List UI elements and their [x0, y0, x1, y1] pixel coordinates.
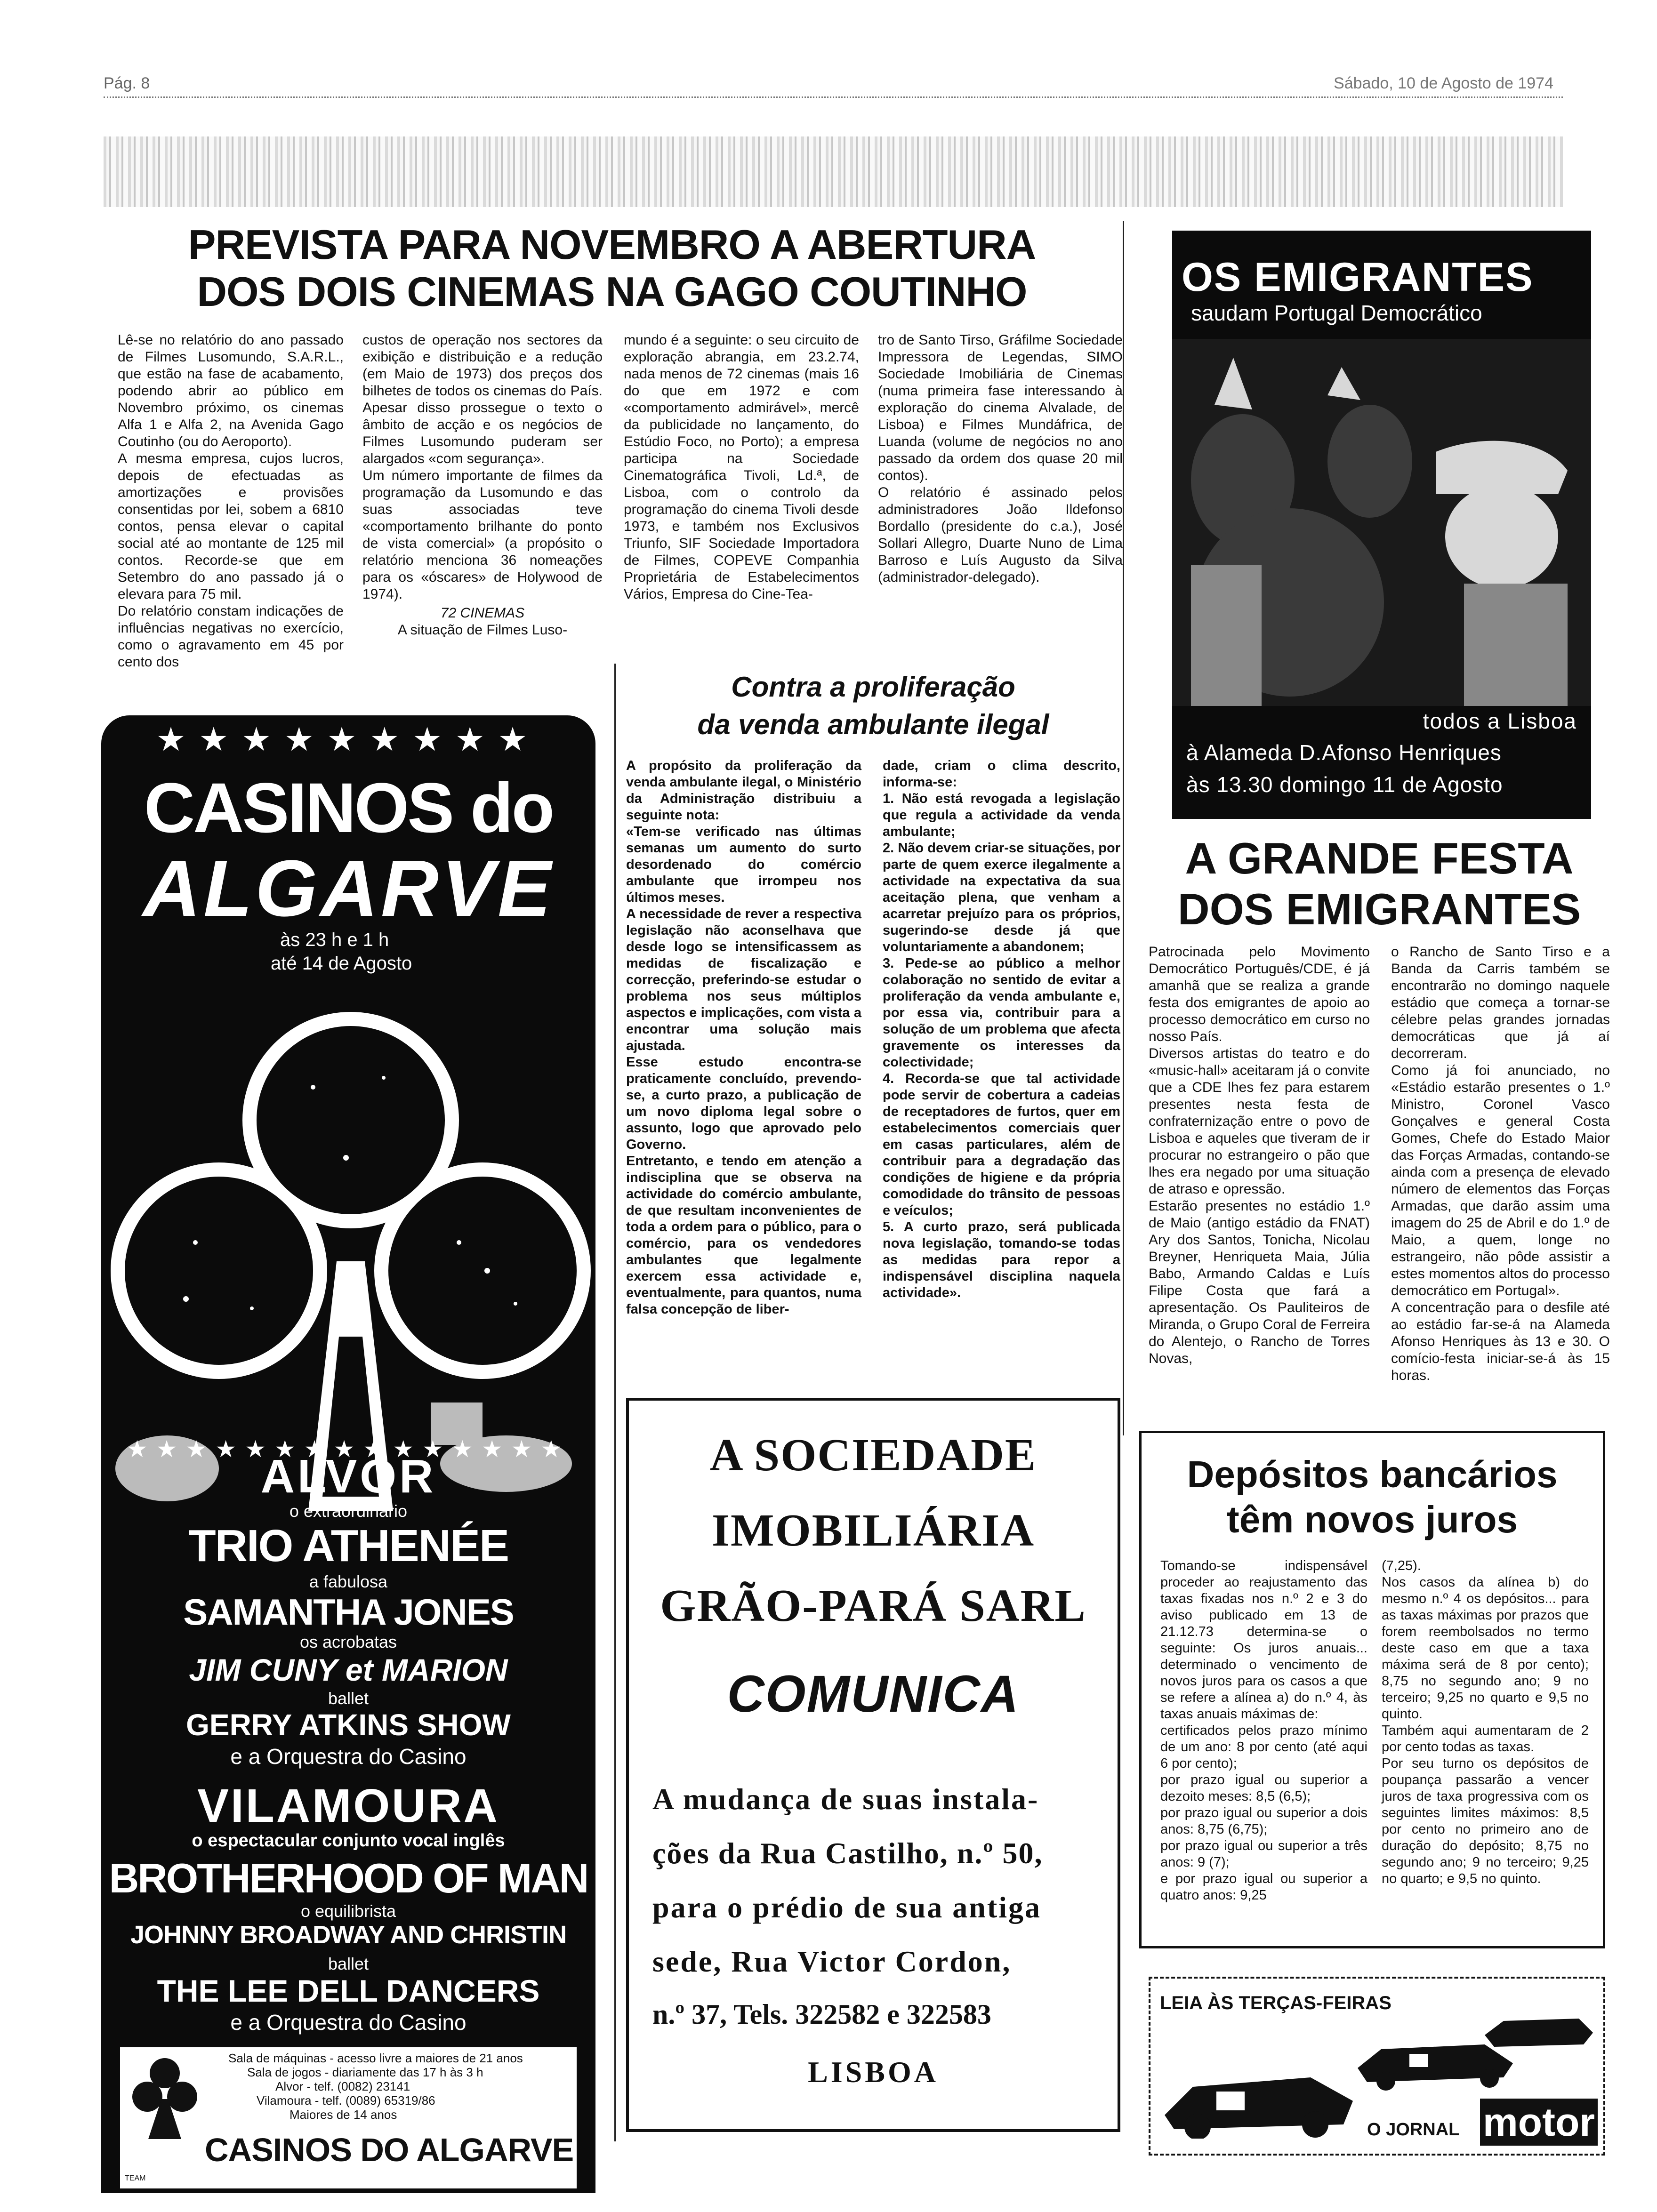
sociedade-body-2: ções da Rua Castilho, n.º 50, — [652, 1836, 1043, 1870]
page-number: Pág. 8 — [104, 74, 150, 92]
act-brotherhood-of-man: BROTHERHOOD OF MAN — [109, 1855, 588, 1901]
act-lee-dell-dancers: THE LEE DELL DANCERS — [157, 1973, 540, 2008]
act2-intro: os acrobatas — [299, 1632, 397, 1651]
sociedade-line3: GRÃO-PARÁ SARL — [660, 1580, 1086, 1631]
cinemas-col4: tro de Santo Tirso, Gráfilme Sociedade Impressora de Legendas, SIMO Sociedade Imobiliária de Cinemas (numa primeira fase interessando à exploração do cinema Alvalade, de Lisboa) e Filmes Mundáfrica, de Luanda (volume de negócios no ano passado da ordem dos quase 20 mil contos). O relatório é assinado pelos administradores João Ildefonso Bordallo (presidente do c.a.), José Sollari Allegro, Duarte Nuno de Lima Barroso e Luís Augusto da Silva (administrador-delegado). — [878, 332, 1123, 585]
cinemas-headline — [141, 221, 1083, 320]
column-divider — [1123, 221, 1124, 1435]
venda-col2: dade, criam o clima descrito, informa-se: 1. Não está revogada a legislação que regula a actividade da venda ambulante; 2. Não devem criar-se situações, por parte de quem exerce ilegalmente a actividade na expectativa da sua aceitação plena, que venham a acarretar prejuízo para os próprios, sugerindo-se desde já que voluntariamente a abandonem; 3. Pede-se ao público a melhor colaboração no sentido de evitar a proliferação da venda ambulante e, por essa via, contribuir para a solução de um problema que afecta gravemente os interesses da colectividade; 4. Recorda-se que tal actividade pode servir de cobertura a cadeias de receptadores de furtos, quer em estabelecimentos comerciais quer em casas particulares, além de contribuir para a degradação das condições de higiene e da própria comodidade do trânsito de pessoas e veículos; 5. A curto prazo, será publicada nova legislação, tomando-se todas as medidas para repor a indispensável disciplina naquela actividade». — [883, 758, 1120, 1300]
venda-col1: A propósito da proliferação da venda ambulante ilegal, o Ministério da Administração distribuiu a seguinte nota: «Tem-se verificado nas últimas semanas um aumento do surto desordenado do comércio ambulante que irrompeu nos últimos meses. A necessidade de rever a respectiva legislação não aconselhava que desde logo se intensificassem as medidas de fiscalização e correcção, preferindo-se estudar o problema nos seus múltiplos aspectos e implicações, com vista a encontrar uma solução mais ajustada. Esse estudo encontra-se praticamente concluído, prevendo-se, a curto prazo, a publicação de um novo diploma legal sobre o assunto, logo que aprovado pelo Governo. Entretanto, e tendo em atenção a indisciplina que se observa na actividade do comércio ambulante, de que resultam inconvenientes de toda a ordem para o público, para o comércio, para os vendedores ambulantes que legalmente exercem essa actividade e, eventualmente, para quantos, numa falsa concepção de liber- — [626, 758, 861, 1317]
act-samantha-jones: SAMANTHA JONES — [183, 1591, 514, 1633]
emigrantes-title: OS EMIGRANTES — [1182, 255, 1534, 300]
sociedade-body-5: n.º 37, Tels. 322582 e 322583 — [652, 1999, 991, 2030]
act3-intro: ballet — [328, 1689, 369, 1708]
depositos-box — [1139, 1431, 1605, 1948]
festa-headline-line1: A GRANDE FESTA — [1185, 834, 1574, 883]
casinos-info-box — [120, 2047, 577, 2188]
sociedade-body-3: para o prédio de sua antiga — [652, 1891, 1041, 1924]
casinos-info-3: Alvor - telf. (0082) 23141 — [275, 2079, 410, 2093]
sociedade-line1: A SOCIEDADE — [709, 1430, 1037, 1481]
motor-brand: motor — [1480, 2099, 1598, 2146]
act-jim-cuny: JIM CUNY et MARION — [189, 1652, 508, 1687]
club-logo-icon — [129, 2052, 200, 2141]
venda-headline — [626, 668, 1120, 753]
festa-col2: o Rancho de Santo Tirso e a Banda da Carris também se encontrarão no domingo naquele estádio que começa a tornar-se célebre pelas grandes jornadas democráticas que já aí decorreram. Como já foi anunciado, no «Estádio estarão presentes o 1.º Ministro, Coronel Vasco Gonçalves e general Costa Gomes, Chefe do Estado Maior das Forças Armadas, contando-se ainda com a presença de elevado número de elementos das Forças Armadas, que darão assim uma imagem do 25 de Abril e do 1.º de Maio, a quem, longe no estrangeiro, não pôde assistir a estes momentos altos do processo democrático em Portugal». A concentração para o desfile até ao estádio far-se-á na Alameda Afonso Henriques às 13 e 30. O comício-festa iniciar-se-á às 15 horas. — [1391, 944, 1610, 1383]
vilamoura-orchestra: e a Orquestra do Casino — [230, 2010, 467, 2035]
casinos-until: até 14 de Agosto — [271, 953, 412, 974]
cinemas-headline-line1: PREVISTA PARA NOVEMBRO A ABERTURA — [188, 221, 1036, 268]
cinemas-col1: Lê-se no relatório do ano passado de Filmes Lusomundo, S.A.R.L., que estão na fase de acabamento, podendo abrir ao público em Novembro próximo, os cinemas Alfa 1 e Alfa 2, na Avenida Gago Coutinho (ou do Aeroporto). A mesma empresa, cujos lucros, depois de efectuadas as amortizações e provisões consentidas por lei, sobem a 6810 contos, pensa elevar o capital social até ao montante de 125 mil contos. Recorde-se que em Setembro do ano passado já o elevara para 75 mil. Do relatório constam indicações de influências negativas no exercício, como o agravamento em 45 por cento dos — [118, 332, 344, 670]
festa-col1: Patrocinada pelo Movimento Democrático Português/CDE, é já amanhã que se realiza a grande festa dos emigrantes de apoio ao processo democrático em curso no nosso País. Diversos artistas do teatro e do «music-hall» aceitaram já o convite que a CDE lhes fez para estarem presentes nesta festa de confraternização entre o povo de Lisboa e aqueles que tiveram de ir procurar no estrangeiro o pão que lhes era negado por uma situação de atraso e opressão. Estarão presentes no estádio 1.º de Maio (antigo estádio da FNAT) Ary dos Santos, Tonicha, Nicolau Breyner, Henriqueta Maia, Júlia Babo, Armando Caldas e Luís Filipe Costa que fará a apresentação. Os Pauliteiros de Miranda, o Grupo Coral de Ferreira do Alentejo, o Rancho de Torres Novas, — [1149, 944, 1370, 1366]
depositos-col1: Tomando-se indispensável proceder ao reajustamento das taxas fixadas nos n.º 2 e 3 do aviso publicado em 13 de 21.12.73 determina-se o seguinte: Os juros anuais... determinado o vencimento de novos juros para os casos a que se refere a alínea a) do n.º 4, às taxas anuais máximas de: certificados pelos prazo mínimo de um ano: 8 por cento (até aqui 6 por cento); por prazo igual ou superior a dezoito meses: 8,5 (6,5); por prazo igual ou superior a dois anos: 8,75 (6,75); por prazo igual ou superior a três anos: 9 (7); e por prazo igual ou superior a quatro anos: 9,25 — [1160, 1558, 1367, 1903]
act-johnny-broadway: JOHNNY BROADWAY AND CHRISTIN — [130, 1921, 567, 1949]
casinos-info-1: Sala de máquinas - acesso livre a maiores de 21 anos — [228, 2051, 523, 2065]
festa-headline-line2: DOS EMIGRANTES — [1177, 884, 1581, 934]
ad-credit: TEAM — [125, 2174, 146, 2182]
casinos-title-line2: ALGARVE — [143, 844, 554, 933]
emigrantes-subtitle: saudam Portugal Democrático — [1191, 301, 1482, 325]
cinemas-col3: mundo é a seguinte: o seu circuito de exploração abrangia, em 23.2.74, nada menos de 72 cinemas (mais 16 do que em 1972 e com «comportamento admirável», mercê da publicidade no lançamento, do Estúdio Foco, no Porto); a empresa participa na Sociedade Cinematográfica Tivoli, Ld.ª, de Lisboa, com o controlo da programação do cinema Tivoli desde 1973, e também nos Exclusivos Triunfo, SIF Sociedade Importadora de Filmes, COPEVE Companhia Proprietária de Estabelecimentos Vários, Empresa do Cine-Tea- — [624, 332, 859, 602]
cinemas-col2-tail: A situação de Filmes Luso- — [397, 622, 568, 638]
act1-intro: a fabulosa — [309, 1572, 388, 1591]
act-trio-athenee: TRIO ATHENÉE — [188, 1521, 508, 1571]
casinos-footer: CASINOS DO ALGARVE — [205, 2132, 574, 2168]
casinos-info-4: Vilamoura - telf. (0089) 65319/86 — [257, 2093, 435, 2108]
motor-line2: O JORNAL — [1367, 2120, 1460, 2140]
motor-ad — [1149, 1977, 1605, 2156]
casinos-title-line1: CASINOS do — [144, 768, 553, 847]
act-gerry-atkins: GERRY ATKINS SHOW — [186, 1708, 511, 1742]
venda-headline-line1: Contra a proliferação — [731, 671, 1015, 703]
stars-decoration: ★★★★★★★★★★★★★★★ — [126, 1436, 571, 1462]
alvor-intro: o extraordinário — [289, 1501, 408, 1521]
emigrantes-ad — [1172, 231, 1591, 819]
motor-line1: LEIA ÀS TERÇAS-FEIRAS — [1160, 1993, 1392, 2013]
festa-headline — [1149, 833, 1610, 937]
sociedade-comunica: COMUNICA — [727, 1665, 1020, 1723]
act6-intro: ballet — [328, 1954, 369, 1973]
depositos-headline-line1: Depósitos bancários — [1187, 1453, 1558, 1495]
header-rule — [104, 96, 1563, 98]
issue-date: Sábado, 10 de Agosto de 1974 — [1334, 74, 1553, 92]
emigrantes-line3: às 13.30 domingo 11 de Agosto — [1186, 772, 1503, 797]
alvor-title: ALVOR — [260, 1450, 436, 1503]
casinos-info-2: Sala de jogos - diariamente das 17 h às 3 h — [247, 2065, 483, 2079]
venda-headline-line2: da venda ambulante ilegal — [697, 709, 1049, 740]
emigrants-crowd-photo — [1172, 339, 1591, 706]
sociedade-ad — [626, 1398, 1120, 2132]
sociedade-body-4: sede, Rua Victor Cordon, — [652, 1945, 1012, 1978]
casinos-info-5: Maiores de 14 anos — [290, 2108, 397, 2122]
emigrantes-line1: todos a Lisboa — [1423, 709, 1577, 733]
casinos-ad — [101, 715, 595, 2193]
depositos-headline-line2: têm novos juros — [1227, 1499, 1518, 1540]
column-divider — [614, 664, 616, 2141]
stars-decoration: ★★★★★★★★★ — [156, 721, 541, 758]
sociedade-body-1: A mudança de suas instala- — [652, 1782, 1039, 1816]
emigrantes-line2: à Alameda D.Afonso Henriques — [1186, 740, 1502, 765]
cinemas-subhead: 72 CINEMAS — [440, 605, 525, 621]
vilamoura-intro: o espectacular conjunto vocal inglês — [192, 1831, 505, 1851]
cinemas-headline-line2: DOS DOIS CINEMAS NA GAGO COUTINHO — [197, 268, 1027, 315]
casinos-hours: às 23 h e 1 h — [280, 930, 389, 950]
depositos-headline — [1142, 1452, 1603, 1542]
cinemas-col2-body: custos de operação nos sectores da exibição e distribuição e a redução (em Maio de 1973) dos preços dos bilhetes de todos os cinemas do País. Apesar disso prossegue o texto o âmbito de acção e os negócios de Filmes Lusomundo puderam ser alargados «com segurança». Um número importante de filmes da programação da Lusomundo e das suas associadas teve «comportamento brilhante do ponto de vista comercial» (a propósito o relatório menciona 36 nomeações para os «óscares» de Holywood de 1974). — [362, 332, 603, 602]
masthead-banner-strip — [104, 136, 1563, 207]
depositos-col2: (7,25). Nos casos da alínea b) do mesmo n.º 4 os depósitos... para as taxas máximas por prazos que forem reembolsados no termo deste caso em que a taxa máxima será de 8 por cento); 8,75 no segundo ano; 9 no terceiro; 9,25 no quarto e 9,5 no quinto. Também aqui aumentaram de 2 por cento todas as taxas. Por seu turno os depósitos de poupança passarão a vencer juros de taxa progressiva com os seguintes limites máximos: 8,5 por cento no primeiro ano de duração do depósito; 8,75 no segundo ano; 9 no terceiro; 9,25 no quarto; e 9,5 no quinto. — [1382, 1558, 1589, 1886]
vilamoura-title: VILAMOURA — [197, 1779, 499, 1832]
cinemas-col2 — [362, 332, 603, 689]
alvor-orchestra: e a Orquestra do Casino — [230, 1744, 467, 1769]
sociedade-body-6: LISBOA — [808, 2055, 939, 2089]
act5-intro: o equilibrista — [300, 1901, 396, 1921]
page-header — [104, 71, 1610, 99]
sociedade-line2: IMOBILIÁRIA — [711, 1505, 1035, 1556]
